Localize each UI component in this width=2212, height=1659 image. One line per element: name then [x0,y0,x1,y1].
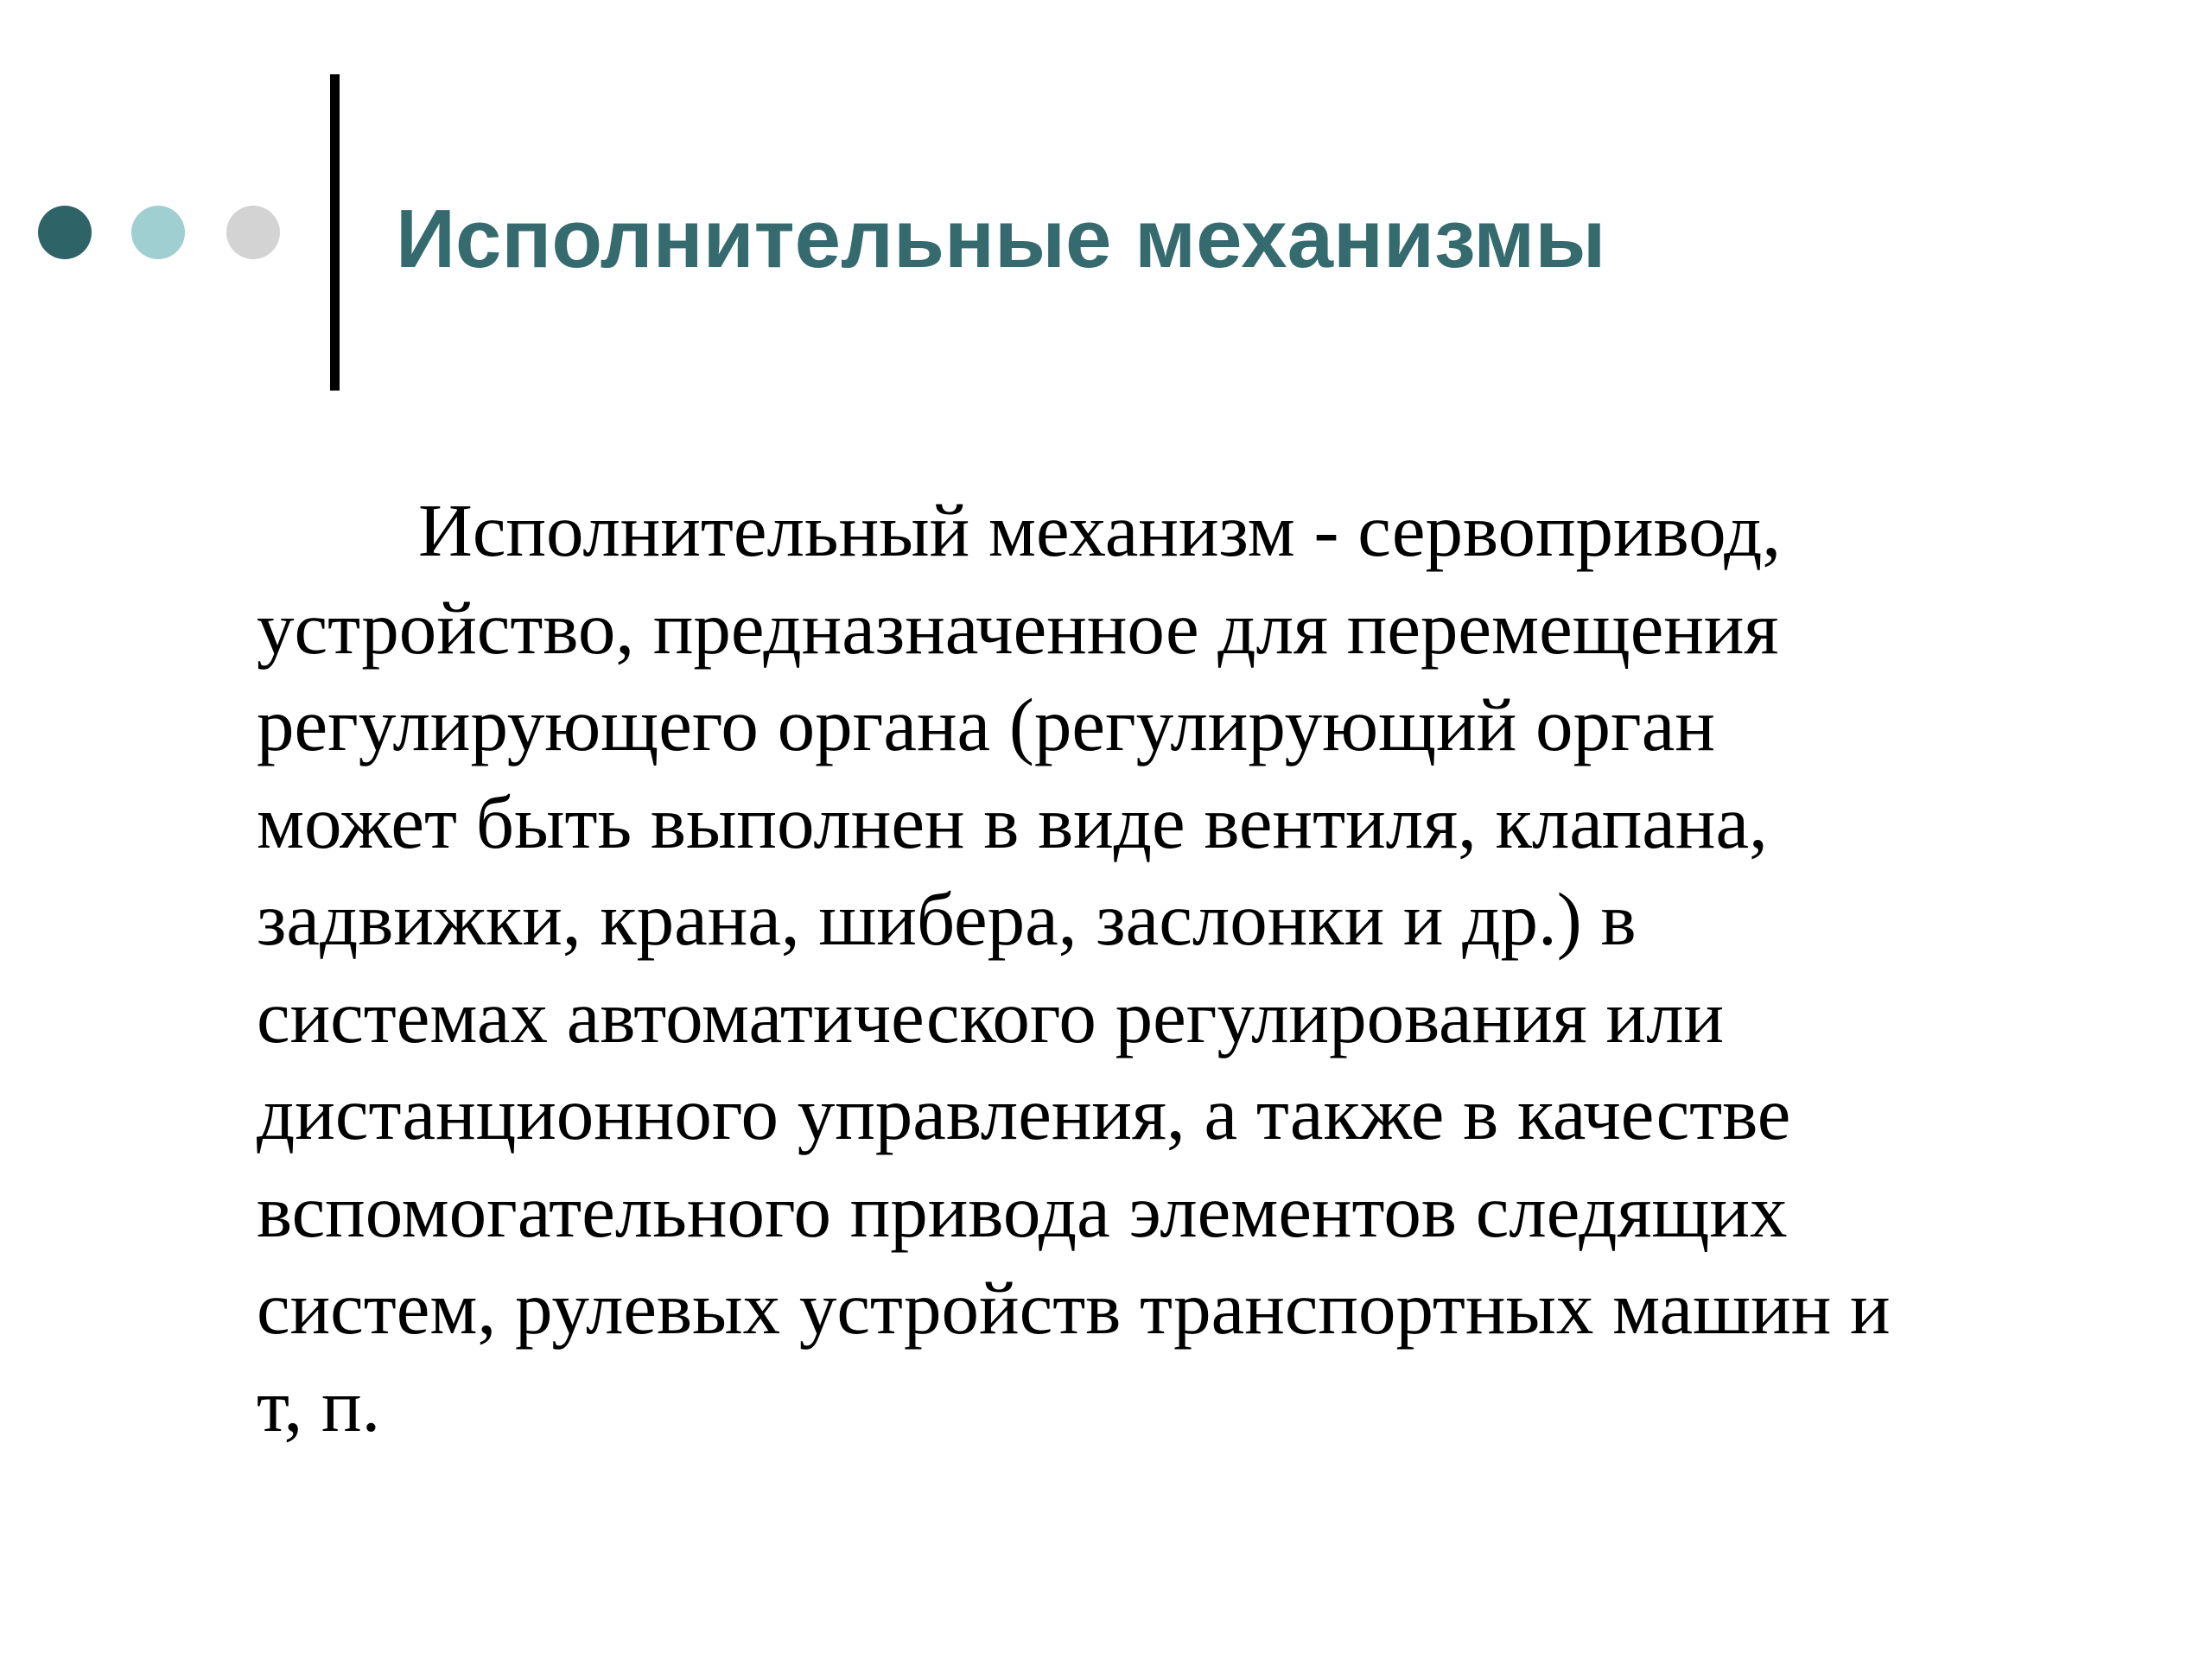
body-paragraph [257,482,2071,1454]
title-divider [330,74,340,391]
decor-dot-dark [38,206,92,259]
body-line: может быть выполнен в виде вентиля, клапана, [257,779,1768,864]
body-line: устройство, предназначенное для перемещения [257,585,1779,670]
body-line: систем, рулевых устройств транспортных машин и [257,1266,1891,1350]
body-line: задвижки, крана, шибера, заслонки и др.) в [257,877,1637,961]
slide-title: Исполнительные механизмы [396,193,1606,285]
body-line: Исполнительный механизм - сервопривод, [418,488,1782,572]
decor-dot-light [131,206,185,259]
body-line: т, п. [257,1363,381,1447]
body-line: дистанционного управления, а также в качестве [257,1071,1791,1155]
body-line: системах автоматического регулирования или [257,974,1725,1058]
body-line: вспомогательного привода элементов следящих [257,1168,1788,1253]
body-line: регулирующего органа (регулирующий орган [257,683,1715,766]
decor-dot-gray [226,206,280,259]
